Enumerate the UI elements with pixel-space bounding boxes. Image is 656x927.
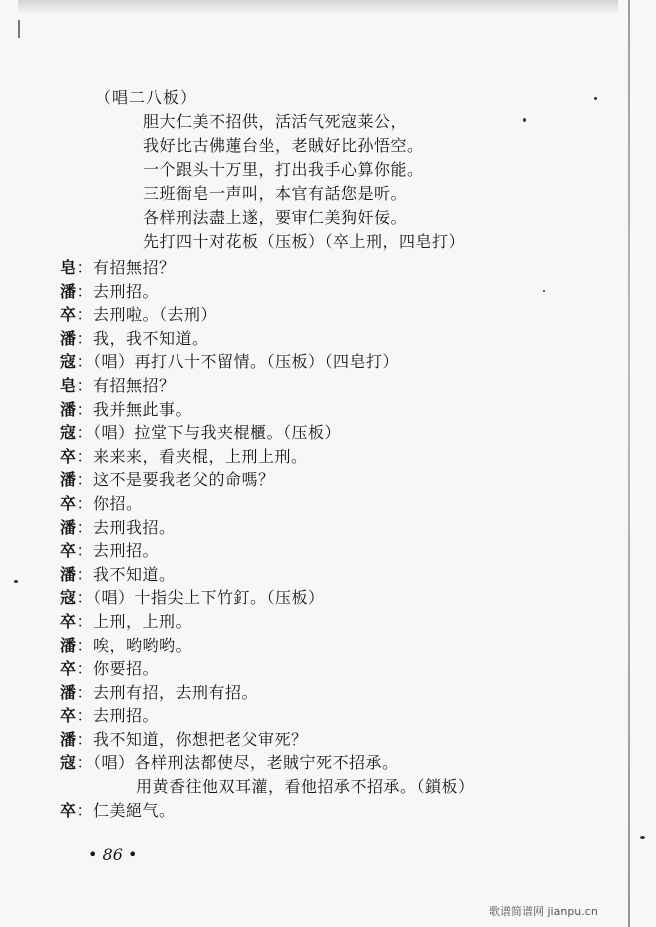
dialogue-line: [60, 303, 475, 327]
speaker-label: 寇: [60, 588, 77, 608]
dialogue-line: [60, 445, 475, 469]
line-text: ：去刑我招。: [76, 517, 176, 537]
line-text: ：有招無招？: [76, 258, 176, 277]
line-text: ：去刑招。: [76, 541, 160, 561]
speaker-label: 潘: [60, 517, 77, 537]
speaker-label: 潘: [60, 729, 77, 749]
dialogue-line: [60, 468, 475, 492]
line-text: ：我不知道。: [76, 564, 176, 584]
line-text: ：（唱）再打八十不留情。（压板）（四皂打）: [76, 352, 400, 372]
speaker-label: 卒: [60, 305, 77, 325]
line-text: ：来来来，看夹棍，上刑上刑。: [76, 446, 308, 466]
scan-mark: [18, 20, 20, 38]
line-text: ：去刑啦。（去刑）: [76, 305, 218, 325]
speaker-label: 卒: [60, 800, 77, 820]
speaker-label: 皂: [60, 258, 77, 277]
speaker-label: 卒: [60, 446, 77, 466]
speaker-label: 潘: [60, 682, 77, 702]
dialogue-line: [60, 634, 475, 658]
speaker-label: 潘: [60, 328, 77, 348]
line-text: ：你要招。: [76, 659, 160, 679]
dialogue-line-continuation: [60, 775, 475, 799]
verse-line: 胆大仁美不招供，活活气死寇莱公，: [143, 112, 408, 131]
scan-speck: [14, 580, 18, 583]
verse-line: 各样刑法盡上遂，要审仁美狗奸佞。: [143, 208, 408, 227]
line-text: ：唉，哟哟哟。: [76, 635, 193, 655]
dialogue-block: [60, 256, 475, 822]
scan-speck: [543, 290, 545, 292]
speaker-label: 潘: [60, 635, 77, 655]
verse-line: 一个跟头十万里，打出我手心算你能。: [143, 160, 424, 179]
line-text: ：这不是要我老父的命嗎？: [76, 470, 275, 490]
dialogue-line: [60, 728, 475, 752]
verse-line: 先打四十对花板（压板）（卒上刑，四皂打）: [143, 232, 466, 251]
page-number: • 86 •: [88, 845, 138, 864]
line-text: 用黄香往他双耳灌，看他招承不招承。（鎖板）: [136, 777, 475, 797]
speaker-label: 卒: [60, 493, 77, 513]
dialogue-line: [60, 586, 475, 610]
scan-speck: [594, 97, 597, 100]
dialogue-line: [60, 751, 475, 775]
speaker-label: 寇: [60, 753, 77, 773]
line-text: ：（唱）各样刑法都使尽，老賊宁死不招承。: [76, 753, 399, 773]
line-text: ：你招。: [76, 493, 143, 513]
dialogue-line: [60, 516, 475, 540]
dialogue-line: [60, 374, 475, 398]
binding-edge: [628, 0, 630, 927]
speaker-label: 卒: [60, 659, 77, 679]
verse-line: 我好比古佛蓮台坐，老賊好比孙悟空。: [143, 136, 424, 155]
dialogue-line: [60, 704, 475, 728]
dialogue-line: [60, 398, 475, 422]
dialogue-line: [60, 421, 475, 445]
scan-speck: [640, 836, 645, 839]
dialogue-line: [60, 610, 475, 634]
line-text: ：去刑招。: [76, 706, 160, 726]
line-text: ：去刑有招，去刑有招。: [76, 682, 259, 702]
speaker-label: 皂: [60, 375, 77, 395]
speaker-label: 潘: [60, 470, 77, 490]
speaker-label: 潘: [60, 564, 77, 584]
speaker-label: 潘: [60, 399, 77, 419]
line-text: ：（唱）十指尖上下竹釘。（压板）: [76, 588, 325, 608]
speaker-label: 寇: [60, 352, 77, 372]
speaker-label: 卒: [60, 611, 77, 631]
speaker-label: 潘: [60, 281, 77, 301]
dialogue-line: [60, 256, 475, 280]
dialogue-line: [60, 681, 475, 705]
dialogue-line: [60, 327, 475, 351]
line-text: ：我并無此事。: [76, 399, 193, 419]
line-text: ：上刑，上刑。: [76, 611, 193, 631]
verse-block: [95, 86, 465, 254]
dialogue-line: [60, 657, 475, 681]
dialogue-line: [60, 799, 475, 823]
line-text: ：我，我不知道。: [76, 328, 209, 348]
verse-header: （唱二八板）: [95, 88, 198, 107]
line-text: ：仁美絕气。: [76, 800, 176, 820]
speaker-label: 卒: [60, 541, 77, 561]
dialogue-line: [60, 563, 475, 587]
line-text: ：有招無招？: [76, 375, 176, 395]
scan-shadow: [18, 0, 618, 14]
dialogue-line: [60, 492, 475, 516]
dialogue-line: [60, 350, 475, 374]
speaker-label: 寇: [60, 423, 77, 443]
speaker-label: 卒: [60, 706, 77, 726]
line-text: ：（唱）拉堂下与我夹棍櫃。（压板）: [76, 423, 342, 443]
dialogue-line: [60, 280, 475, 304]
watermark: 歌谱简谱网 jianpu.cn: [489, 905, 598, 918]
line-text: ：我不知道，你想把老父审死？: [76, 729, 308, 749]
line-text: ：去刑招。: [76, 281, 160, 301]
dialogue-line: [60, 539, 475, 563]
scan-speck: [523, 118, 526, 122]
verse-line: 三班衙皂一声叫，本官有話您是听。: [143, 184, 408, 203]
